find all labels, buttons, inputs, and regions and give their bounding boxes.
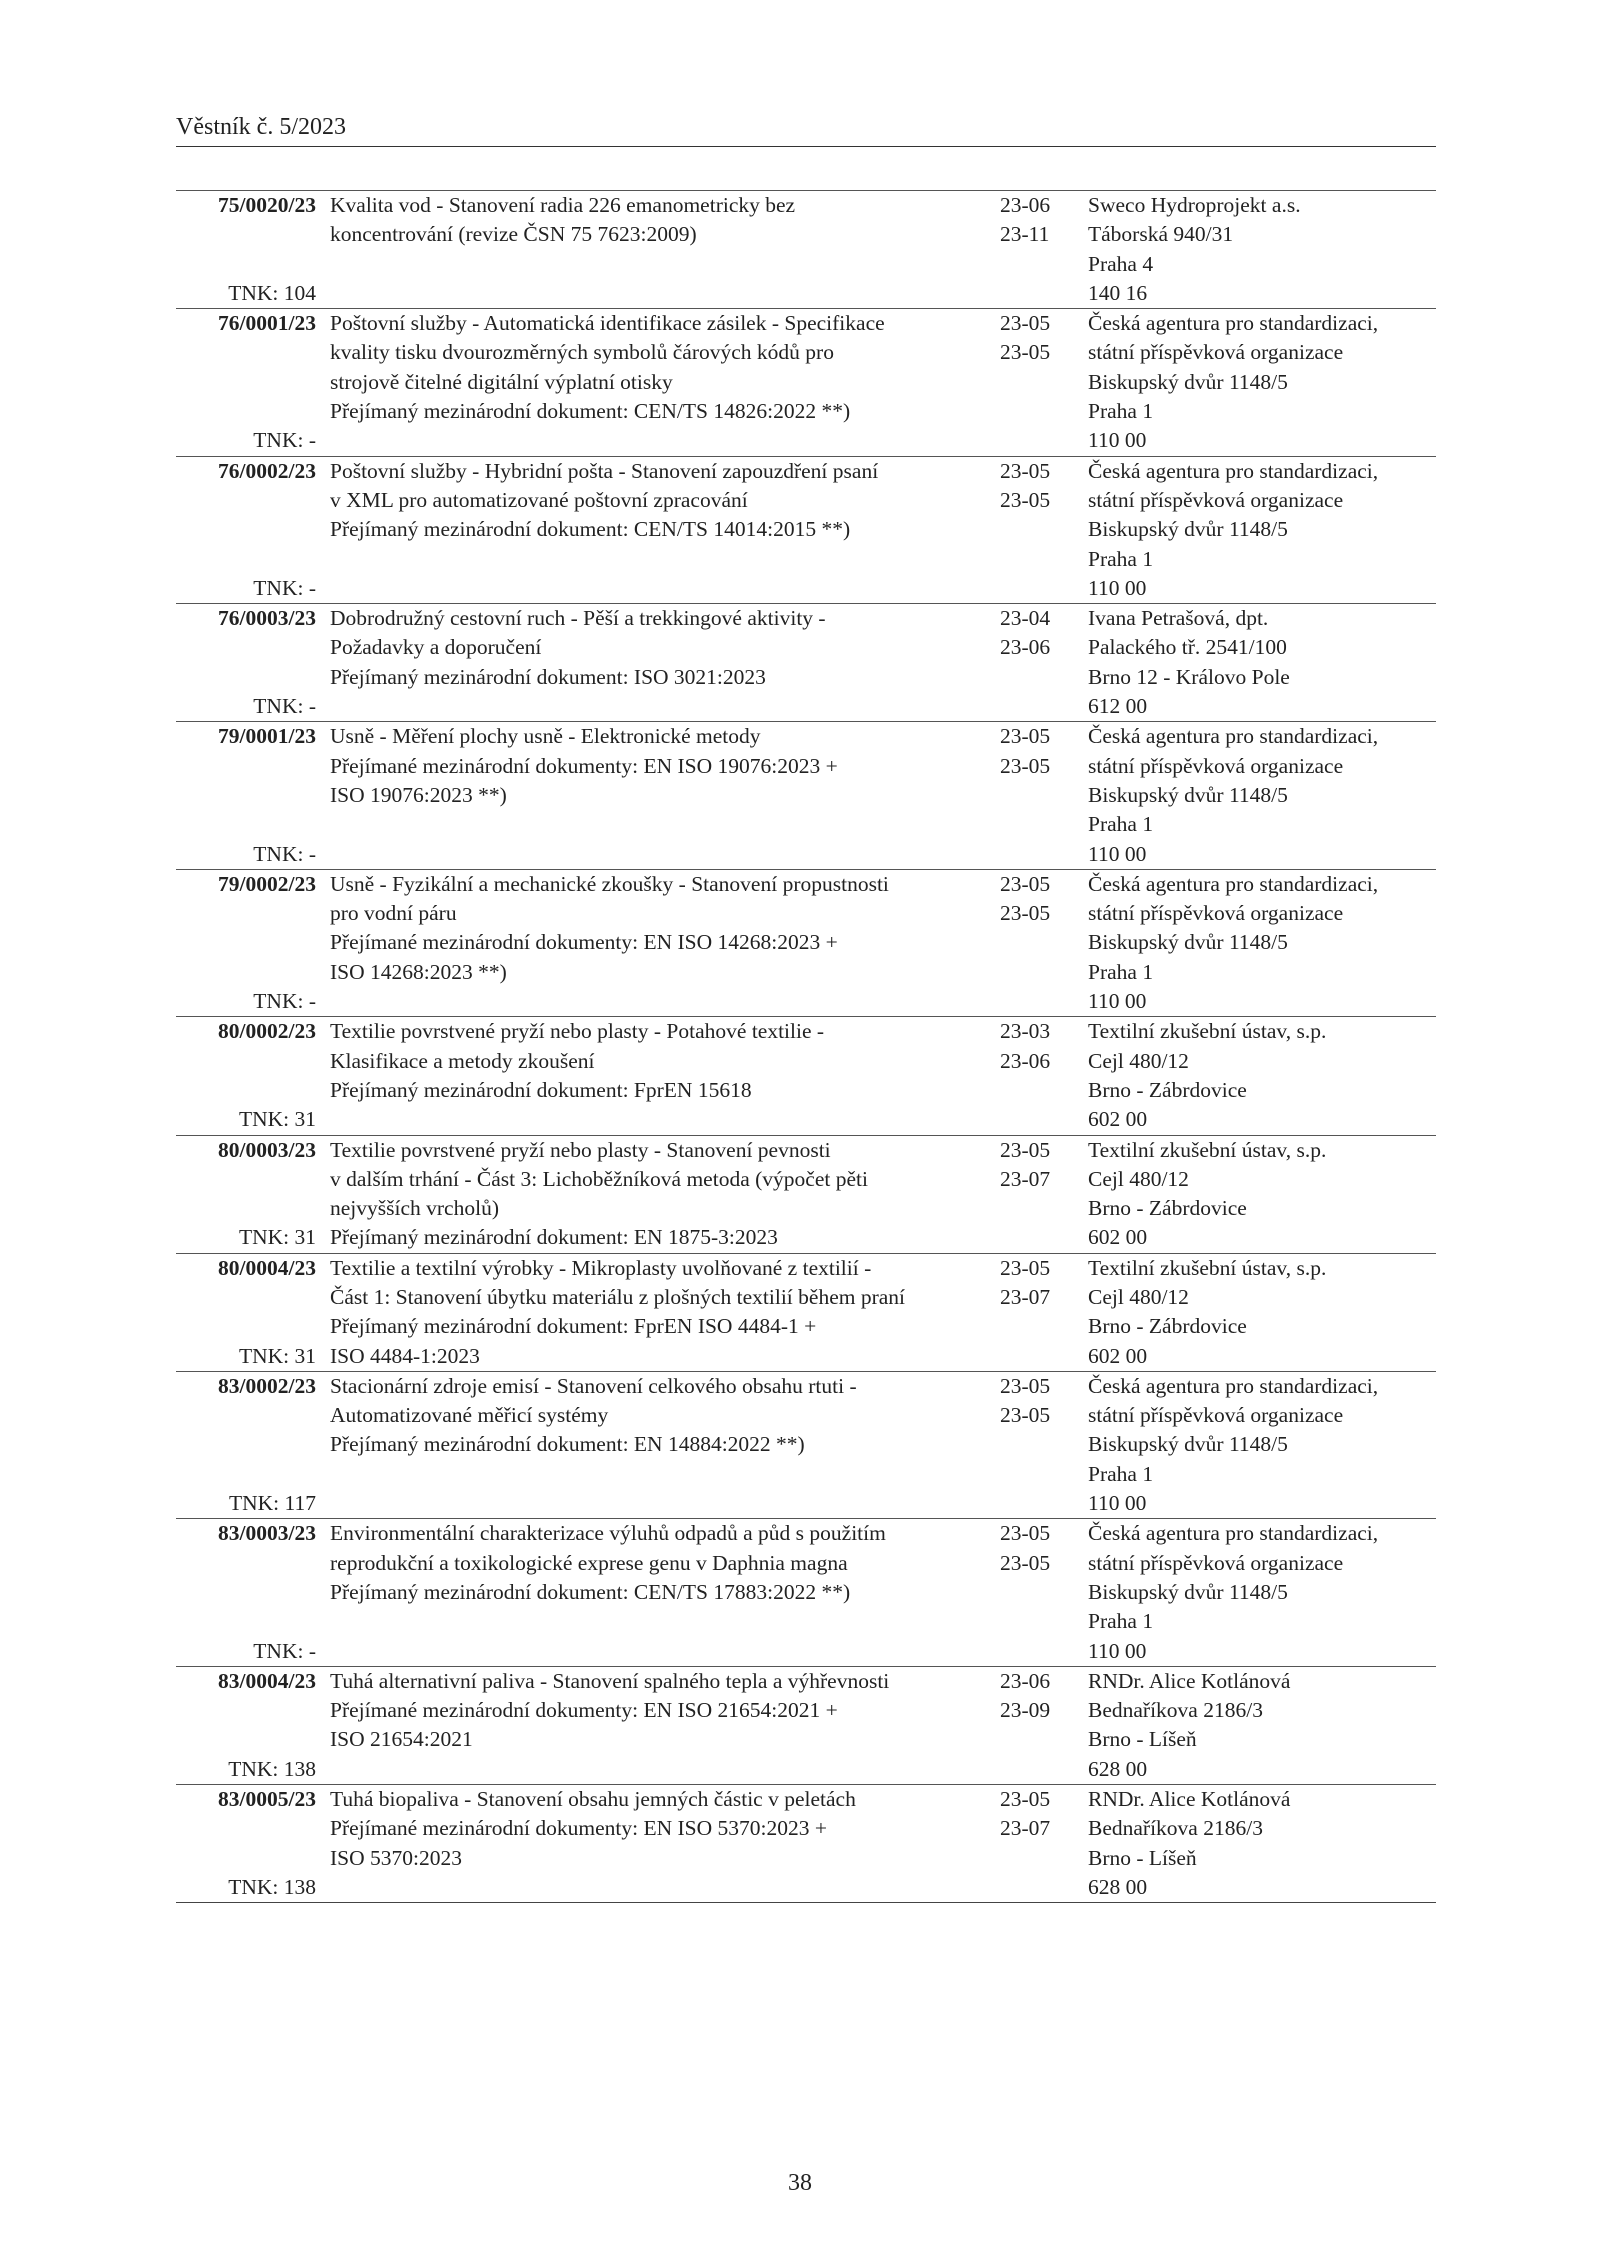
entry-title-cell — [326, 869, 980, 1016]
entry-tnk: TNK: - — [253, 694, 316, 719]
entry-id-cell — [176, 869, 326, 1016]
entry-address-line: Cejl 480/12 — [1088, 1284, 1189, 1309]
entry-date: 23-03 — [1000, 1019, 1051, 1044]
entry-number: 83/0003/23 — [218, 1521, 316, 1546]
entry-title-cell — [326, 1785, 980, 1903]
entry-title-cell — [326, 1135, 980, 1253]
entry-dates-cell — [980, 309, 1066, 456]
entry-address-line: 110 00 — [1088, 1491, 1147, 1516]
entry-address-line: Praha 1 — [1088, 1461, 1154, 1486]
entry-dates-cell — [980, 604, 1066, 722]
entry-date: 23-05 — [1000, 458, 1051, 483]
entry-id-cell — [176, 1253, 326, 1371]
entry-title-line: Přejímané mezinárodní dokumenty: EN ISO 5370:2023 + — [330, 1816, 827, 1841]
entry-address-line: 602 00 — [1088, 1225, 1148, 1250]
entry-address-line: Praha 1 — [1088, 1609, 1154, 1634]
entry-title-cell — [326, 722, 980, 869]
entry-id-cell — [176, 1017, 326, 1135]
entry-number: 76/0001/23 — [218, 311, 316, 336]
entry-address-line: Textilní zkušební ústav, s.p. — [1088, 1137, 1327, 1162]
entry-title-line: Dobrodružný cestovní ruch - Pěší a trekkingové aktivity - — [330, 606, 826, 631]
entry-title-line: Tuhá biopaliva - Stanovení obsahu jemných částic v peletách — [330, 1787, 856, 1812]
entry-number: 75/0020/23 — [218, 193, 316, 217]
entry-title-cell — [326, 309, 980, 456]
entry-title-line: Přejímané mezinárodní dokumenty: EN ISO 19076:2023 + — [330, 753, 838, 778]
entry-title-line: pro vodní páru — [330, 901, 457, 926]
entry-title-line: ISO 19076:2023 **) — [330, 782, 507, 807]
entry-address-line: Česká agentura pro standardizaci, — [1088, 1521, 1379, 1546]
entry-address-line: Textilní zkušební ústav, s.p. — [1088, 1019, 1327, 1044]
entry-dates-cell — [980, 1519, 1066, 1666]
table-row — [176, 1785, 1436, 1903]
entry-date: 23-09 — [1000, 1698, 1051, 1723]
entry-address-line: Česká agentura pro standardizaci, — [1088, 1373, 1379, 1398]
table-row — [176, 1017, 1436, 1135]
entry-title-line: Přejímaný mezinárodní dokument: EN 14884:2022 **) — [330, 1432, 805, 1457]
entry-address-cell — [1066, 1785, 1436, 1903]
entry-number: 80/0004/23 — [218, 1255, 316, 1280]
entry-title-line: Poštovní služby - Hybridní pošta - Stanovení zapouzdření psaní — [330, 458, 879, 483]
entry-dates-cell — [980, 1785, 1066, 1903]
entry-address-line: Táborská 940/31 — [1088, 222, 1234, 247]
entry-address-line: 110 00 — [1088, 428, 1147, 453]
entry-address-line: státní příspěvková organizace — [1088, 1550, 1344, 1575]
entry-address-cell — [1066, 1253, 1436, 1371]
entry-address-line: Textilní zkušební ústav, s.p. — [1088, 1255, 1327, 1280]
entry-address-line: 602 00 — [1088, 1107, 1148, 1132]
entry-date: 23-07 — [1000, 1284, 1051, 1309]
entry-title-line: Přejímaný mezinárodní dokument: FprEN ISO 4484-1 + — [330, 1314, 817, 1339]
entry-address-line: státní příspěvková organizace — [1088, 901, 1344, 926]
entry-id-wrapper — [176, 309, 316, 455]
entry-address-line: Brno - Líšeň — [1088, 1727, 1197, 1752]
entry-title-line: Kvalita vod - Stanovení radia 226 emanometricky bez — [330, 193, 796, 217]
entry-id-wrapper — [176, 1372, 316, 1518]
entry-date: 23-05 — [1000, 1373, 1051, 1398]
entry-address-line: 110 00 — [1088, 575, 1147, 600]
entry-dates-cell — [980, 456, 1066, 603]
entry-date: 23-05 — [1000, 1521, 1051, 1546]
entry-address-line: Brno - Zábrdovice — [1088, 1196, 1247, 1221]
entry-title-cell — [326, 456, 980, 603]
entry-title-line: Část 1: Stanovení úbytku materiálu z plošných textilií během praní — [330, 1284, 906, 1309]
entry-id-cell — [176, 1371, 326, 1518]
entry-title-line: Přejímaný mezinárodní dokument: EN 1875-3:2023 — [330, 1225, 778, 1250]
entry-title-line: Přejímaný mezinárodní dokument: CEN/TS 14826:2022 **) — [330, 399, 851, 424]
standards-table-body — [176, 191, 1436, 1903]
entry-address-cell — [1066, 1135, 1436, 1253]
entry-address-line: Biskupský dvůr 1148/5 — [1088, 782, 1288, 807]
table-row — [176, 456, 1436, 603]
entry-address-cell — [1066, 309, 1436, 456]
entry-id-cell — [176, 1785, 326, 1903]
entry-title-line: Stacionární zdroje emisí - Stanovení celkového obsahu rtuti - — [330, 1373, 857, 1398]
entry-date: 23-05 — [1000, 311, 1051, 336]
entry-title-line: Usně - Fyzikální a mechanické zkoušky - Stanovení propustnosti — [330, 871, 889, 896]
entry-address-cell — [1066, 869, 1436, 1016]
entry-number: 76/0002/23 — [218, 458, 316, 483]
entry-date: 23-06 — [1000, 1048, 1051, 1073]
entry-title-cell — [326, 1253, 980, 1371]
entry-number: 80/0002/23 — [218, 1019, 316, 1044]
entry-dates-cell — [980, 1135, 1066, 1253]
entry-address-line: 628 00 — [1088, 1756, 1148, 1781]
entry-title-line: Automatizované měřicí systémy — [330, 1403, 609, 1428]
entry-address-cell — [1066, 1519, 1436, 1666]
entry-title-line: Klasifikace a metody zkoušení — [330, 1048, 595, 1073]
entry-address-line: Cejl 480/12 — [1088, 1048, 1189, 1073]
entry-dates-cell — [980, 869, 1066, 1016]
entry-tnk: TNK: 117 — [229, 1491, 316, 1516]
entry-date: 23-05 — [1000, 1403, 1051, 1428]
entry-tnk: TNK: - — [253, 575, 316, 600]
entry-address-line: Biskupský dvůr 1148/5 — [1088, 517, 1288, 542]
entry-title-line: Usně - Měření plochy usně - Elektronické metody — [330, 724, 761, 749]
entry-dates-cell — [980, 1017, 1066, 1135]
entry-title-line: Textilie a textilní výrobky - Mikroplasty uvolňované z textilií - — [330, 1255, 872, 1280]
entry-title-line: ISO 14268:2023 **) — [330, 959, 507, 984]
entry-number: 79/0001/23 — [218, 724, 316, 749]
entry-id-wrapper — [176, 870, 316, 1016]
entry-address-line: Brno - Zábrdovice — [1088, 1077, 1247, 1102]
entry-tnk: TNK: - — [253, 841, 316, 866]
entry-address-line: Praha 1 — [1088, 959, 1154, 984]
entry-address-line: 612 00 — [1088, 694, 1148, 719]
entry-address-line: Česká agentura pro standardizaci, — [1088, 724, 1379, 749]
entry-address-line: státní příspěvková organizace — [1088, 340, 1344, 365]
entry-number: 83/0004/23 — [218, 1668, 316, 1693]
entry-number: 76/0003/23 — [218, 606, 316, 631]
entry-date: 23-07 — [1000, 1816, 1051, 1841]
entry-title-line: Přejímané mezinárodní dokumenty: EN ISO 21654:2021 + — [330, 1698, 838, 1723]
entry-address-line: Biskupský dvůr 1148/5 — [1088, 930, 1288, 955]
entry-address-line: Praha 1 — [1088, 399, 1154, 424]
entry-address-line: Bednaříkova 2186/3 — [1088, 1816, 1263, 1841]
entry-id-cell — [176, 1135, 326, 1253]
entry-date: 23-05 — [1000, 724, 1051, 749]
entry-date: 23-05 — [1000, 871, 1051, 896]
entry-title-line: Textilie povrstvené pryží nebo plasty - Stanovení pevnosti — [330, 1137, 831, 1162]
entry-id-wrapper — [176, 1519, 316, 1665]
entry-address-cell — [1066, 1666, 1436, 1784]
table-row — [176, 722, 1436, 869]
table-row — [176, 1253, 1436, 1371]
entry-title-line: Environmentální charakterizace výluhů odpadů a půd s použitím — [330, 1521, 886, 1546]
entry-address-line: RNDr. Alice Kotlánová — [1088, 1668, 1291, 1693]
entry-tnk: TNK: 138 — [228, 1874, 316, 1899]
entry-date: 23-05 — [1000, 753, 1051, 778]
entry-dates-cell — [980, 191, 1066, 309]
entry-tnk: TNK: 31 — [238, 1343, 316, 1368]
entry-address-line: Sweco Hydroprojekt a.s. — [1088, 193, 1301, 217]
entry-title-line: v dalším trhání - Část 3: Lichoběžníková metoda (výpočet pěti — [330, 1166, 868, 1191]
entry-number: 79/0002/23 — [218, 871, 316, 896]
entry-title-line: Textilie povrstvené pryží nebo plasty - Potahové textilie - — [330, 1019, 825, 1044]
journal-title: Věstník č. 5/2023 — [176, 114, 346, 140]
entry-address-line: 110 00 — [1088, 1638, 1147, 1663]
entry-id-cell — [176, 1519, 326, 1666]
entry-address-line: Česká agentura pro standardizaci, — [1088, 871, 1379, 896]
entry-date: 23-06 — [1000, 193, 1051, 217]
entry-tnk: TNK: 104 — [228, 280, 316, 305]
entry-dates-cell — [980, 1666, 1066, 1784]
entry-title-cell — [326, 604, 980, 722]
entry-date: 23-05 — [1000, 1255, 1051, 1280]
table-row — [176, 309, 1436, 456]
entry-address-line: 602 00 — [1088, 1343, 1148, 1368]
entry-date: 23-05 — [1000, 901, 1051, 926]
entry-date: 23-05 — [1000, 1787, 1051, 1812]
entry-address-line: Cejl 480/12 — [1088, 1166, 1189, 1191]
table-row — [176, 1519, 1436, 1666]
entry-address-line: Praha 1 — [1088, 546, 1154, 571]
entry-dates-cell — [980, 722, 1066, 869]
entry-title-line: kvality tisku dvourozměrných symbolů čárových kódů pro — [330, 340, 834, 365]
entry-id-wrapper — [176, 1017, 316, 1134]
entry-address-line: Biskupský dvůr 1148/5 — [1088, 1432, 1288, 1457]
entry-id-cell — [176, 604, 326, 722]
entry-date: 23-04 — [1000, 606, 1051, 631]
table-row — [176, 191, 1436, 309]
entry-title-line: ISO 21654:2021 — [330, 1727, 473, 1752]
entry-id-cell — [176, 722, 326, 869]
entry-id-wrapper — [176, 457, 316, 603]
entry-title-cell — [326, 1519, 980, 1666]
entry-title-line: Tuhá alternativní paliva - Stanovení spalného tepla a výhřevnosti — [330, 1668, 890, 1693]
table-row — [176, 869, 1436, 1016]
entry-id-wrapper — [176, 1136, 316, 1253]
page-header — [176, 112, 1436, 147]
entry-date: 23-07 — [1000, 1166, 1051, 1191]
entry-address-line: Brno - Líšeň — [1088, 1845, 1197, 1870]
entry-address-line: státní příspěvková organizace — [1088, 1403, 1344, 1428]
entry-title-cell — [326, 191, 980, 309]
entry-tnk: TNK: - — [253, 1638, 316, 1663]
entry-id-wrapper — [176, 722, 316, 868]
entry-address-line: Česká agentura pro standardizaci, — [1088, 311, 1379, 336]
entry-id-wrapper — [176, 604, 316, 721]
entry-address-line: Biskupský dvůr 1148/5 — [1088, 1579, 1288, 1604]
entry-address-line: státní příspěvková organizace — [1088, 487, 1344, 512]
entry-date: 23-11 — [1000, 222, 1050, 247]
entry-id-cell — [176, 456, 326, 603]
table-row — [176, 604, 1436, 722]
entry-title-cell — [326, 1371, 980, 1518]
entry-address-cell — [1066, 722, 1436, 869]
entry-address-line: Bednaříkova 2186/3 — [1088, 1698, 1263, 1723]
entry-number: 83/0005/23 — [218, 1787, 316, 1812]
entry-title-line: reprodukční a toxikologické exprese genu v Daphnia magna — [330, 1550, 848, 1575]
entry-address-line: Brno 12 - Královo Pole — [1088, 664, 1290, 689]
entry-date: 23-05 — [1000, 1550, 1051, 1575]
entry-title-line: Přejímaný mezinárodní dokument: ISO 3021:2023 — [330, 664, 766, 689]
entry-title-line: Přejímaný mezinárodní dokument: FprEN 15618 — [330, 1077, 752, 1102]
entry-title-line: Přejímané mezinárodní dokumenty: EN ISO 14268:2023 + — [330, 930, 838, 955]
entry-address-cell — [1066, 1371, 1436, 1518]
table-row — [176, 1371, 1436, 1518]
entry-date: 23-06 — [1000, 1668, 1051, 1693]
entry-address-line: Česká agentura pro standardizaci, — [1088, 458, 1379, 483]
entry-tnk: TNK: 138 — [228, 1756, 316, 1781]
entry-title-cell — [326, 1666, 980, 1784]
entry-title-line: strojově čitelné digitální výplatní otisky — [330, 369, 673, 394]
entry-address-cell — [1066, 456, 1436, 603]
entry-address-line: Biskupský dvůr 1148/5 — [1088, 369, 1288, 394]
entry-address-line: 110 00 — [1088, 841, 1147, 866]
entry-address-line: 628 00 — [1088, 1874, 1148, 1899]
entry-id-cell — [176, 1666, 326, 1784]
entry-number: 83/0002/23 — [218, 1373, 316, 1398]
entry-address-line: státní příspěvková organizace — [1088, 753, 1344, 778]
entry-id-wrapper — [176, 1254, 316, 1371]
entry-address-line: 140 16 — [1088, 280, 1148, 305]
entry-title-line: Přejímaný mezinárodní dokument: CEN/TS 17883:2022 **) — [330, 1579, 851, 1604]
entry-address-cell — [1066, 604, 1436, 722]
entry-title-line: ISO 4484-1:2023 — [330, 1343, 480, 1368]
entry-address-line: Praha 1 — [1088, 812, 1154, 837]
entry-date: 23-05 — [1000, 487, 1051, 512]
page-number: 38 — [788, 2170, 812, 2196]
entry-address-line: RNDr. Alice Kotlánová — [1088, 1787, 1291, 1812]
entry-id-cell — [176, 309, 326, 456]
entry-dates-cell — [980, 1371, 1066, 1518]
entry-address-cell — [1066, 191, 1436, 309]
table-row — [176, 1135, 1436, 1253]
entry-tnk: TNK: 31 — [238, 1225, 316, 1250]
entry-id-cell — [176, 191, 326, 309]
entry-date: 23-05 — [1000, 340, 1051, 365]
entry-title-line: Poštovní služby - Automatická identifikace zásilek - Specifikace — [330, 311, 885, 336]
entry-id-wrapper — [176, 191, 316, 308]
entry-address-line: Praha 4 — [1088, 251, 1154, 276]
entry-address-line: Palackého tř. 2541/100 — [1088, 635, 1287, 660]
entry-title-line: Požadavky a doporučení — [330, 635, 542, 660]
entry-address-cell — [1066, 1017, 1436, 1135]
entry-title-line: koncentrování (revize ČSN 75 7623:2009) — [330, 222, 697, 247]
entry-address-line: Brno - Zábrdovice — [1088, 1314, 1247, 1339]
entry-tnk: TNK: 31 — [238, 1107, 316, 1132]
entry-number: 80/0003/23 — [218, 1137, 316, 1162]
entry-date: 23-05 — [1000, 1137, 1051, 1162]
entry-title-line: Přejímaný mezinárodní dokument: CEN/TS 14014:2015 **) — [330, 517, 851, 542]
entry-tnk: TNK: - — [253, 989, 316, 1014]
standards-table — [176, 190, 1436, 1903]
entry-title-line: nejvyšších vrcholů) — [330, 1196, 499, 1221]
entry-date: 23-06 — [1000, 635, 1051, 660]
entry-title-line: ISO 5370:2023 — [330, 1845, 462, 1870]
entry-tnk: TNK: - — [253, 428, 316, 453]
entry-title-cell — [326, 1017, 980, 1135]
entry-id-wrapper — [176, 1667, 316, 1784]
entry-address-line: 110 00 — [1088, 989, 1147, 1014]
entry-dates-cell — [980, 1253, 1066, 1371]
entry-title-line: v XML pro automatizované poštovní zpracování — [330, 487, 748, 512]
entry-id-wrapper — [176, 1785, 316, 1902]
table-row — [176, 1666, 1436, 1784]
entry-address-line: Ivana Petrašová, dpt. — [1088, 606, 1269, 631]
